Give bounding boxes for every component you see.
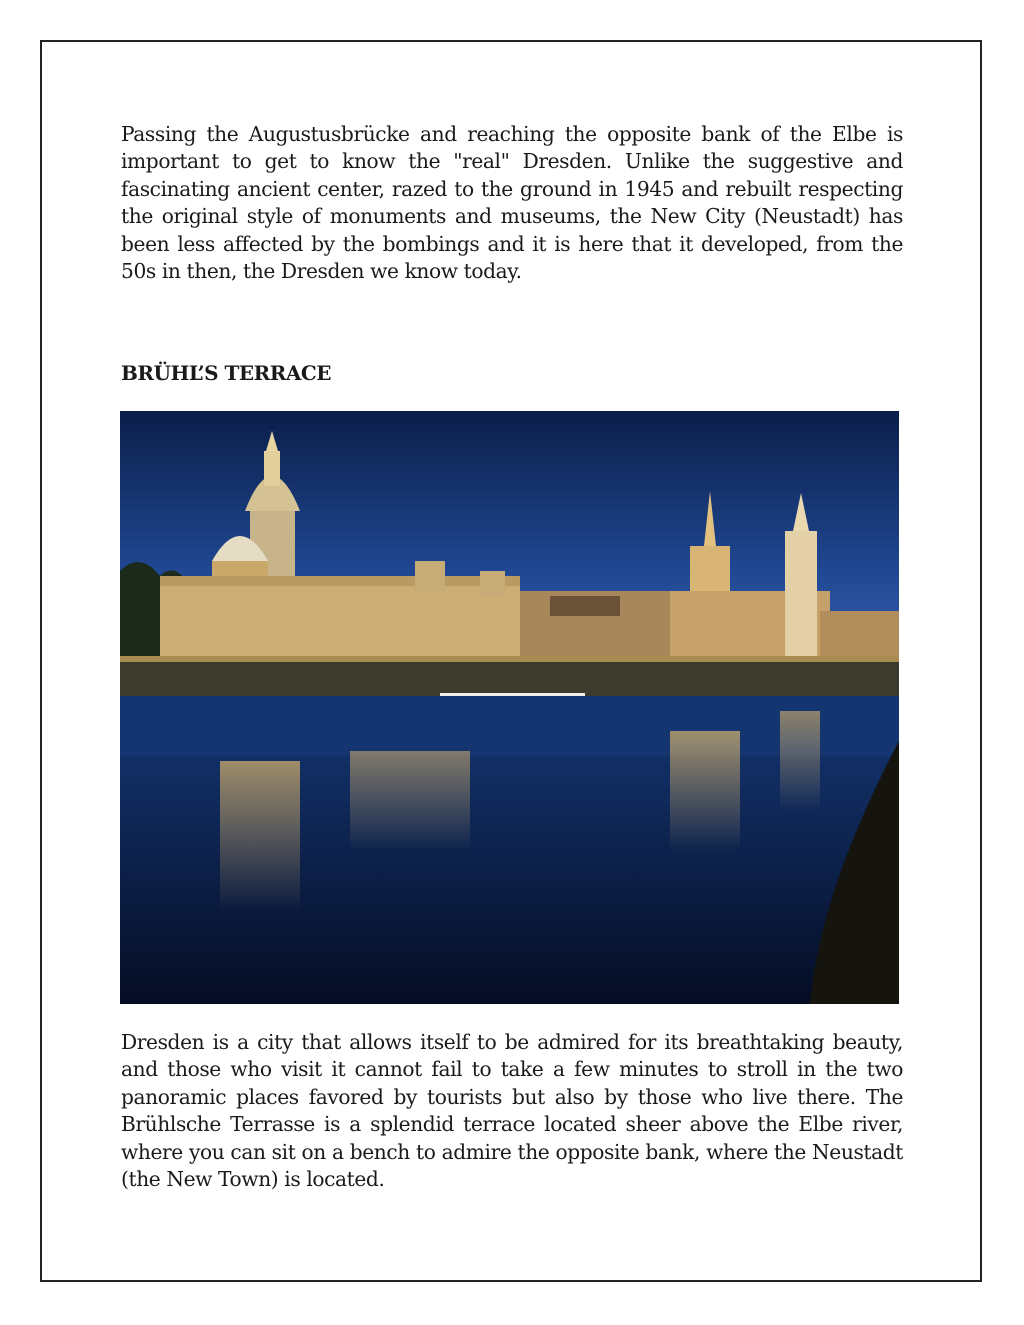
section-heading: BRÜHL’S TERRACE bbox=[121, 361, 332, 385]
closing-paragraph: Dresden is a city that allows itself to be admired for its breathtaking beauty, and those who visit it cannot fail to take a few minutes to stroll in the two panoramic places favored by tourists but also by those who live there. The Brühlsche Terrasse is a splendid terrace located sheer above the Elbe river, where you can sit on a bench to admire the opposite bank, where the Neustadt (the New Town) is located. bbox=[121, 1030, 903, 1192]
intro-paragraph: Passing the Augustusbrücke and reaching the opposite bank of the Elbe is important to get to know the "real" Dresden. Unlike the suggestive and fascinating ancient center, razed to the ground in 1945 and rebuilt respecting the original style of monuments and museums, the New City (Neustadt) has been less affected by the bombings and it is here that it developed, from the 50s in then, the Dresden we know today. bbox=[121, 122, 903, 284]
dresden-night-photo bbox=[120, 411, 899, 1004]
